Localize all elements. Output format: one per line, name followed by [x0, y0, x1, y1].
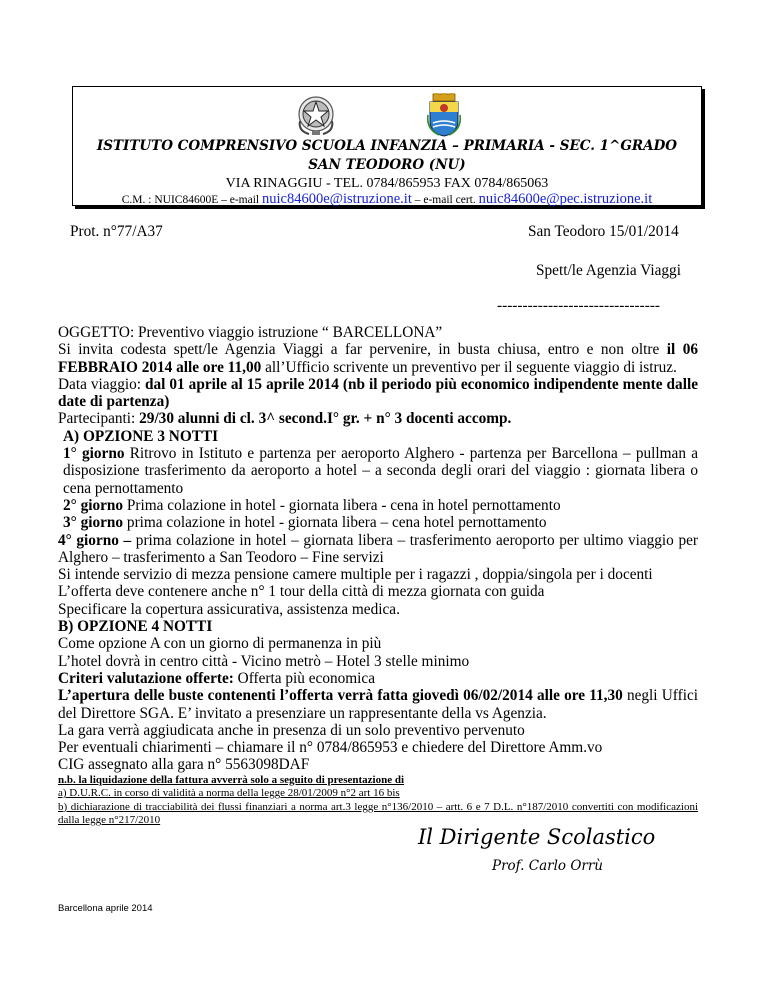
school-name: ISTITUTO COMPRENSIVO SCUOLA INFANZIA – PRIMARIA - SEC. 1^GRADO	[96, 138, 678, 154]
nb-item-b: b) dichiarazione di tracciabilità dei flussi finanziari a norma art.3 legge n°136/2010 – artt. 6 e 7 D.L. n°187/2010 convertiti con modificazioni dalla legge n°217/2010	[58, 800, 698, 827]
option-a-heading: A) OPZIONE 3 NOTTI	[63, 427, 219, 445]
day-4: 4° giorno – prima colazione in hotel – giornata libera – trasferimento aeroporto per ultimo viaggio per Alghero – trasferimento a San Teodoro – Fine servizi	[58, 531, 698, 566]
option-b-heading: B) OPZIONE 4 NOTTI	[58, 618, 213, 636]
signature-name: Prof. Carlo Orrù	[492, 858, 603, 874]
subject-line: OGGETTO: Preventivo viaggio istruzione “ BARCELLONA”	[58, 324, 443, 341]
option-b-line: Come opzione A con un giorno di permanenza in più	[58, 635, 382, 653]
day-1: 1° giorno Ritrovo in Istituto e partenza per aeroporto Alghero - partenza per Barcellona – pullman a disposizione trasferimento da aeroporto a hotel – a seconda degli orari del viaggio : giornata libera o cena pernottamento	[63, 445, 698, 497]
deadline: il 06 FEBBRAIO 2014 alle ore 11,00	[58, 341, 698, 376]
criteria-line: Criteri valutazione offerte: Offerta più economica	[58, 669, 375, 687]
footer-note: Barcellona aprile 2014	[58, 903, 153, 914]
hotel-line: L’hotel dovrà in centro città - Vicino metrò – Hotel 3 stelle minimo	[58, 652, 470, 670]
tour-line: L’offerta deve contenere anche n° 1 tour della città di mezza giornata con guida	[58, 583, 545, 601]
opening-paragraph: L’apertura delle buste contenenti l’offerta verrà fatta giovedì 06/02/2014 alle ore 11,30 negli Uffici del Direttore SGA. E’ invitato a presenziare un rappresentante della vs Agenzia.	[58, 687, 698, 722]
recipient-rule: --------------------------------	[497, 297, 661, 314]
award-line: La gara verrà aggiudicata anche in presenza di un solo preventivo pervenuto	[58, 721, 525, 739]
school-town: SAN TEODORO (NU)	[308, 157, 466, 173]
letter-body	[58, 324, 698, 828]
insurance-line: Specificare la copertura assicurativa, assistenza medica.	[58, 600, 400, 618]
day-3: 3° giorno prima colazione in hotel - giornata libera – cena hotel pernottamento	[63, 514, 547, 532]
day-2: 2° giorno Prima colazione in hotel - giornata libera - cena in hotel pernottamento	[63, 496, 561, 514]
signature-title: Il Dirigente Scolastico	[418, 825, 656, 849]
protocol-number: Prot. n°77/A37	[70, 223, 163, 240]
email-link[interactable]: nuic84600e@istruzione.it	[262, 191, 412, 207]
trip-dates: Data viaggio: dal 01 aprile al 15 aprile 2014 (nb il periodo più economico indipendente mente dalle date di partenza)	[58, 375, 698, 411]
intro-paragraph: Si invita codesta spett/le Agenzia Viaggi a far pervenire, in busta chiusa, entro e non oltre il 06 FEBBRAIO 2014 alle ore 11,00 all’Ufficio scrivente un preventivo per il seguente viaggio di istruz.	[58, 341, 698, 376]
municipal-crest-icon	[427, 93, 461, 137]
school-codes	[73, 191, 701, 208]
nb-notes	[58, 774, 698, 828]
pec-link[interactable]: nuic84600e@pec.istruzione.it	[478, 191, 653, 207]
cig-line: CIG assegnato alla gara n° 5563098DAF	[58, 756, 310, 774]
contact-line: Per eventuali chiarimenti – chiamare il n° 0784/865953 e chiedere del Direttore Amm.vo	[58, 739, 603, 757]
cert-label: – e-mail cert.	[411, 194, 479, 206]
italian-republic-emblem-icon	[295, 93, 337, 137]
school-address: VIA RINAGGIU - TEL. 0784/865953 FAX 0784/865063	[225, 176, 549, 191]
place-date: San Teodoro 15/01/2014	[528, 223, 679, 240]
nb-item-a: a) D.U.R.C. in corso di validità a norma della legge 28/01/2009 n°2 art 16 bis	[58, 787, 400, 800]
letterhead	[72, 86, 702, 206]
nb-title: n.b. la liquidazione della fattura avverrà solo a seguito di presentazione di	[58, 773, 405, 786]
participants: Partecipanti: 29/30 alunni di cl. 3^ second.I° gr. + n° 3 docenti accomp.	[58, 410, 512, 428]
recipient: Spett/le Agenzia Viaggi	[536, 262, 681, 279]
service-line: Si intende servizio di mezza pensione camere multiple per i ragazzi , doppia/singola per i docenti	[58, 566, 653, 584]
cm-code: C.M. : NUIC84600E – e-mail	[121, 194, 262, 206]
